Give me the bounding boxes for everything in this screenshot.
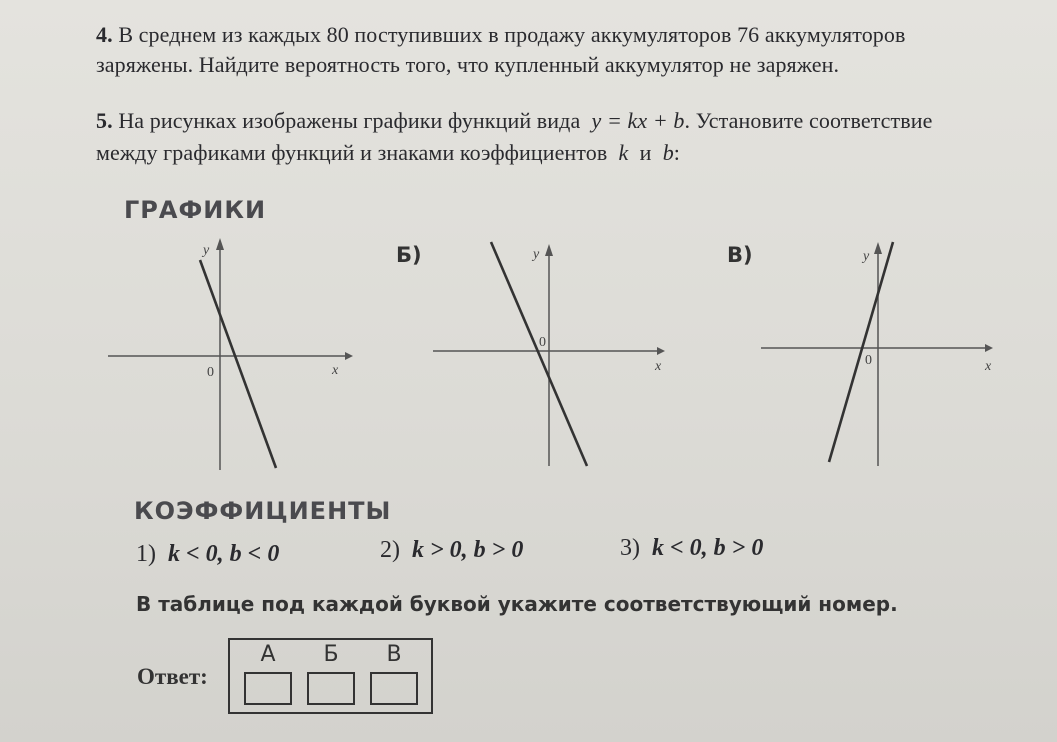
answer-cell-b[interactable] (307, 672, 355, 705)
origin-label: 0 (207, 365, 214, 380)
coef-k-symbol: k (618, 140, 629, 165)
x-axis-label: x (655, 359, 662, 374)
task4-line2: заряжены. Найдите вероятность того, что купленный аккумулятор не заряжен. (96, 52, 840, 77)
x-axis-label: x (332, 363, 339, 378)
task5-text-1b: . Установите соответствие (684, 108, 933, 133)
colon: : (673, 140, 681, 165)
x-axis-label: x (985, 359, 992, 374)
answer-letter-a: А (260, 642, 276, 667)
coef-option-1-text: k < 0, b < 0 (168, 541, 280, 567)
answer-cell-a[interactable] (244, 672, 292, 705)
coef-option-2-text: k > 0, b > 0 (412, 537, 524, 563)
graphs-heading: ГРАФИКИ (124, 196, 267, 224)
task5-formula: y = kx + b (591, 108, 685, 133)
task5-line1 (96, 108, 933, 134)
task5-line2 (96, 140, 680, 166)
origin-label: 0 (865, 353, 872, 368)
task5-text-2: между графиками функций и знаками коэффициентов (96, 140, 608, 165)
task4-text-1: В среднем из каждых 80 поступивших в продажу аккумуляторов 76 аккумуляторов (118, 22, 906, 47)
y-axis-label: y (533, 247, 540, 262)
answer-letter-b: Б (323, 642, 339, 667)
graph-v-label: В) (727, 243, 753, 267)
task5-text-1: На рисунках изображены графики функций вида (118, 108, 581, 133)
coef-option-3-text: k < 0, b > 0 (652, 535, 764, 561)
answer-column-b (303, 640, 359, 705)
coef-b-symbol: b (662, 140, 674, 165)
answer-label: Ответ: (137, 664, 208, 689)
answer-letter-v: В (386, 642, 402, 667)
function-line (491, 242, 587, 466)
y-axis-label: y (203, 243, 210, 258)
coefficients-heading: КОЭФФИЦИЕНТЫ (134, 497, 392, 525)
graph-a (100, 230, 360, 480)
task5-number: 5. (96, 108, 113, 133)
answer-column-v (366, 640, 422, 705)
answer-cell-v[interactable] (370, 672, 418, 705)
origin-label: 0 (539, 335, 546, 350)
coef-option-1 (136, 541, 279, 568)
x-axis-arrow (985, 344, 993, 352)
coef-option-3-num: 3) (620, 535, 640, 561)
function-line (829, 242, 893, 462)
graph-b (425, 230, 685, 480)
instruction-text: В таблице под каждой буквой укажите соответствующий номер. (136, 592, 898, 616)
coef-option-3 (620, 535, 763, 562)
x-axis-arrow (345, 352, 353, 360)
coef-option-2-num: 2) (380, 537, 400, 563)
x-axis-arrow (657, 347, 665, 355)
y-axis-label: y (863, 249, 870, 264)
task4-line1 (96, 22, 906, 48)
coef-option-1-num: 1) (136, 541, 156, 567)
y-axis-arrow (545, 244, 553, 256)
and-word: и (639, 140, 652, 165)
function-line (200, 260, 276, 468)
task4-number: 4. (96, 22, 113, 47)
coef-option-2 (380, 537, 523, 564)
answer-column-a (240, 640, 296, 705)
y-axis-arrow (874, 242, 882, 254)
graph-b-label: Б) (396, 243, 422, 267)
y-axis-arrow (216, 238, 224, 250)
answer-table (228, 638, 433, 714)
graph-v (755, 230, 1015, 480)
